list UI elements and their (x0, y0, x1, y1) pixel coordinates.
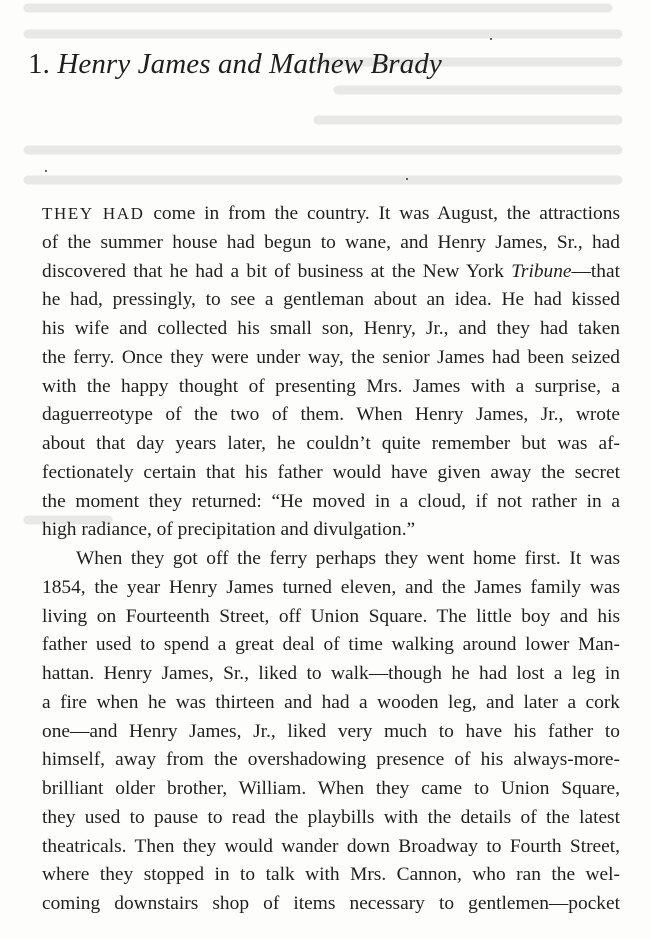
text-run: daguerreotype of the two of them. When Henry James, Jr., wrote (42, 404, 620, 426)
text-run: father used to spend a great deal of time walking around lower Man- (42, 634, 620, 656)
text-line (42, 775, 620, 804)
opening-small-caps: THEY HAD (42, 204, 145, 223)
chapter-number: 1. (28, 48, 50, 80)
text-run: the ferry. Once they were under way, the senior James had been seized (42, 346, 620, 368)
text-line (42, 258, 620, 287)
text-run: one—and Henry James, Jr., liked very much to have his father to (42, 720, 620, 742)
chapter-title-text: Henry James and Mathew Brady (57, 48, 442, 80)
text-line (42, 459, 620, 488)
text-line (42, 516, 620, 545)
text-line (42, 430, 620, 459)
text-line (42, 401, 620, 430)
text-run: fectionately certain that his father would have given away the secret (42, 461, 620, 483)
text-line (42, 689, 620, 718)
text-line (42, 833, 620, 862)
text-line (42, 229, 620, 258)
text-line (42, 574, 620, 603)
text-line (42, 861, 620, 890)
text-run: the moment they returned: “He moved in a cloud, if not rather in a (42, 490, 620, 512)
text-run: discovered that he had a bit of business at the New York (42, 260, 512, 282)
text-line (42, 373, 620, 402)
text-line (42, 631, 620, 660)
text-run: high radiance, of precipitation and divulgation.” (42, 519, 416, 541)
text-run: of the summer house had begun to wane, and Henry James, Sr., had (42, 231, 620, 253)
text-run: —that (571, 260, 620, 282)
text-line (42, 890, 620, 919)
text-run: 1854, the year Henry James turned eleven, and the James family was (42, 576, 620, 598)
text-run: theatricals. Then they would wander down Broadway to Fourth Street, (42, 835, 620, 857)
text-run: living on Fourteenth Street, off Union Square. The little boy and his (42, 605, 620, 627)
text-line (42, 746, 620, 775)
text-run: himself, away from the overshadowing presence of his always-more- (42, 749, 620, 771)
text-run: come in from the country. It was August, the attractions (144, 203, 620, 224)
text-run: coming downstairs shop of items necessary to gentlemen—pocket (42, 893, 620, 914)
text-run: hattan. Henry James, Sr., liked to walk—though he had lost a leg in (42, 663, 620, 684)
text-line (42, 603, 620, 632)
chapter-title (28, 46, 442, 82)
text-line (42, 315, 620, 344)
body-text (42, 200, 620, 919)
text-run: where they stopped in to talk with Mrs. Cannon, who ran the wel- (42, 864, 620, 886)
text-line (42, 718, 620, 747)
text-line (42, 344, 620, 373)
paper-speck (490, 38, 492, 40)
text-run: he had, pressingly, to see a gentleman about an idea. He had kissed (42, 289, 620, 311)
text-line (42, 488, 620, 517)
italic-title: Tribune (511, 260, 572, 282)
text-run: they used to pause to read the playbills with the details of the latest (42, 806, 620, 828)
text-run: a fire when he was thirteen and had a wooden leg, and later a cork (42, 691, 620, 713)
text-line (42, 286, 620, 315)
text-run: about that day years later, he couldn’t quite remember but was af- (42, 433, 620, 454)
text-run: his wife and collected his small son, Henry, Jr., and they had taken (42, 318, 620, 339)
text-run: When they got off the ferry perhaps they went home first. It was (76, 548, 620, 569)
text-run: brilliant older brother, William. When they came to Union Square, (42, 778, 620, 799)
text-line (42, 660, 620, 689)
text-line (42, 200, 620, 229)
text-line (42, 545, 620, 574)
paper-speck (45, 170, 47, 172)
text-run: with the happy thought of presenting Mrs. James with a surprise, a (42, 375, 620, 397)
text-line (42, 804, 620, 833)
paper-speck (406, 178, 408, 180)
